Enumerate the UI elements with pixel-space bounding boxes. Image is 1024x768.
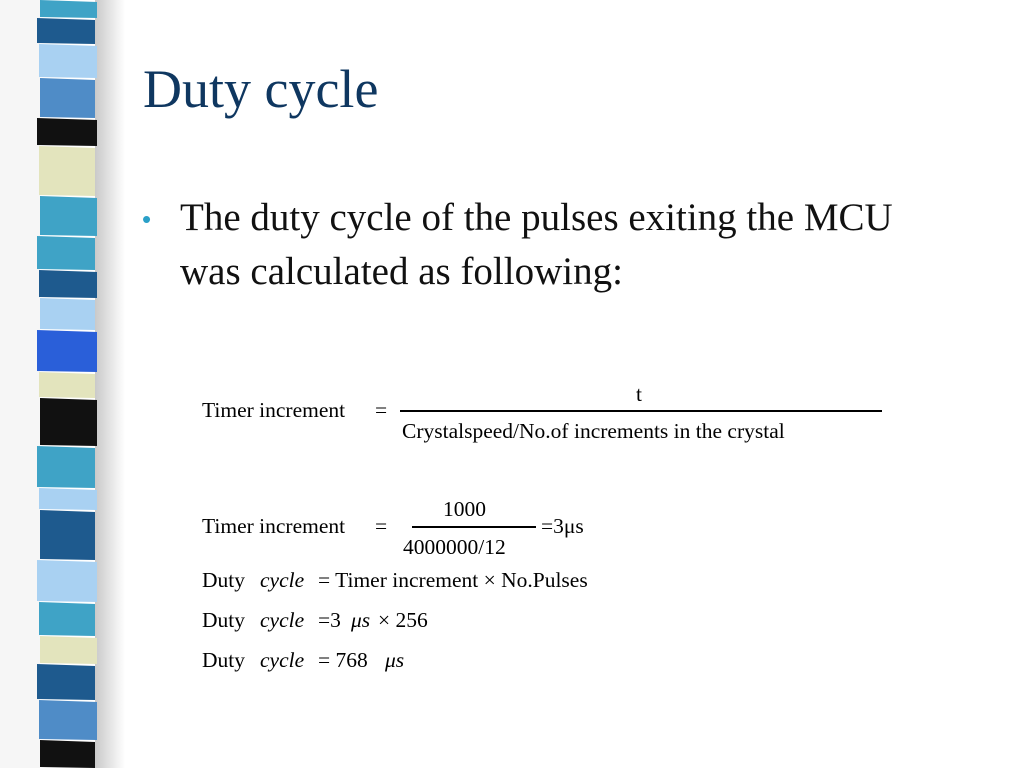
slide-title: Duty cycle	[143, 59, 379, 119]
stripe-block	[37, 236, 95, 270]
eq5-rhs-unit: μs	[385, 648, 405, 672]
eq1-denominator: Crystalspeed/No.of increments in the crystal	[402, 419, 785, 443]
eq2-denominator: 4000000/12	[403, 535, 506, 559]
eq1-numerator: t	[636, 382, 642, 406]
eq1-equals: =	[375, 398, 388, 422]
stripe-block	[37, 446, 95, 488]
eq1-fraction-bar	[400, 410, 882, 412]
eq3-lhs-cycle: cycle	[260, 568, 305, 592]
stripe-block	[39, 270, 97, 298]
stripe-block	[39, 700, 97, 740]
stripe-block	[40, 0, 97, 18]
eq2-fraction-bar	[412, 526, 536, 528]
stripe-block	[39, 146, 95, 196]
eq1-lhs: Timer increment	[202, 398, 346, 422]
eq2-equals: =	[375, 514, 388, 538]
stripe-block	[39, 488, 97, 510]
stripe-block	[40, 740, 95, 768]
eq3-lhs-duty: Duty	[202, 568, 245, 592]
eq2-numerator: 1000	[443, 497, 486, 521]
stripe-block	[40, 78, 95, 118]
eq3-rhs: = Timer increment × No.Pulses	[318, 568, 588, 592]
stripe-block	[37, 664, 95, 700]
eq4-rhs-a: =3	[318, 608, 341, 632]
stripe-block	[37, 560, 97, 602]
stripe-block	[39, 372, 95, 398]
stripe-block	[40, 298, 95, 330]
stripe-block	[39, 44, 97, 78]
bullet-marker: •	[142, 204, 152, 234]
stripe-block	[39, 602, 95, 636]
decorative-stripe	[0, 0, 125, 768]
stripe-block	[37, 118, 97, 146]
stripe-block	[40, 510, 95, 560]
eq5-lhs-duty: Duty	[202, 648, 245, 672]
eq4-rhs-b: × 256	[378, 608, 428, 632]
eq4-lhs-cycle: cycle	[260, 608, 305, 632]
eq5-rhs-a: = 768	[318, 648, 368, 672]
eq4-lhs-duty: Duty	[202, 608, 245, 632]
stripe-block	[40, 398, 97, 446]
eq2-result: =3μs	[541, 514, 584, 538]
bullet-text: The duty cycle of the pulses exiting the MCU was calculated as following:	[180, 196, 893, 293]
stripe-block	[40, 636, 97, 664]
eq4-rhs-unit: μs	[351, 608, 371, 632]
eq2-lhs: Timer increment	[202, 514, 346, 538]
stripe-block	[37, 18, 95, 44]
eq5-lhs-cycle: cycle	[260, 648, 305, 672]
stripe-block	[37, 330, 97, 372]
stripe-block	[40, 196, 97, 236]
